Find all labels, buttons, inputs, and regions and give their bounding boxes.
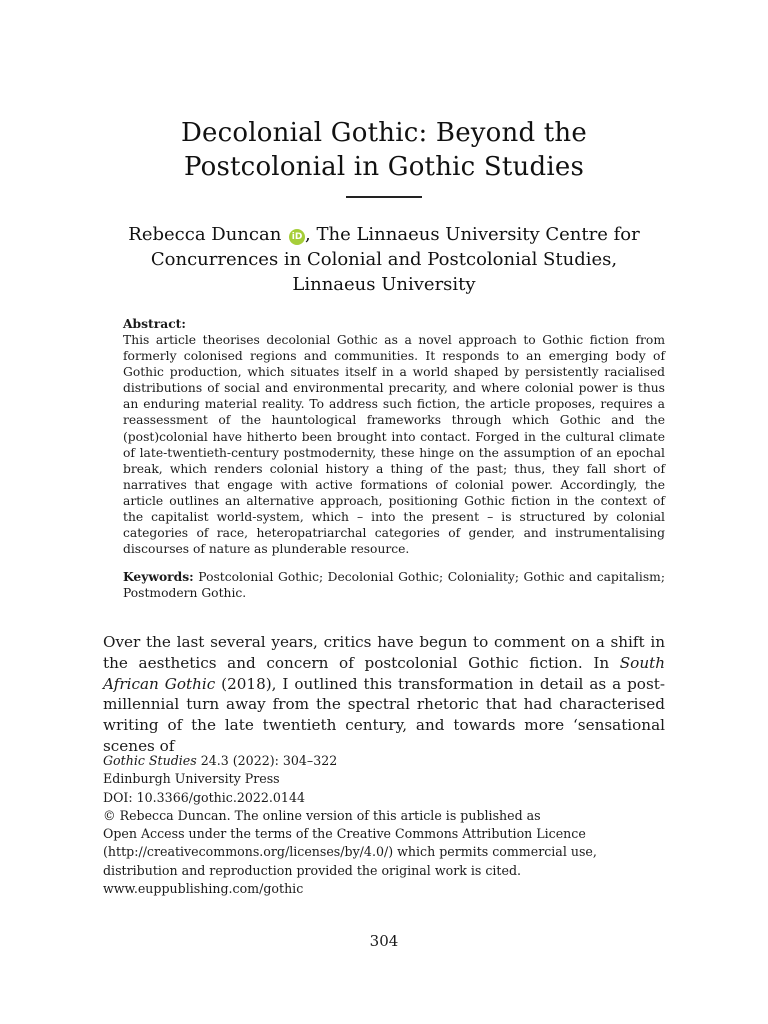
affiliation-part-2: Concurrences in Colonial and Postcolonial Studies, bbox=[150, 249, 618, 270]
keywords-text: Postcolonial Gothic; Decolonial Gothic; Coloniality; Gothic and capitalism; Postmodern Gothic. bbox=[123, 570, 665, 601]
abstract-text: This article theorises decolonial Gothic as a novel approach to Gothic fiction from formerly colonised regions and communities. It responds to an emerging body of Gothic production, which situates itself in a world shaped by persistently racialised distributions of social and environmental precarity, and where colonial power is thus an enduring material reality. To address such fiction, the article proposes, requires a reassessment of the hauntological frameworks through which Gothic and the (post)colonial have hitherto been brought into contact. Forged in the cultural climate of late-twentieth-century postmodernity, these hinge on the assumption of an epochal break, which renders colonial history a thing of the past; thus, they fall short of narratives that engage with active formations of colonial power. Accordingly, the article outlines an alternative approach, positioning Gothic fiction in the context of the capitalist world-system, which – into the present – is structured by colonial categories of race, heteropatriarchal categories of gender, and instrumentalising discourses of nature as plunderable resource. bbox=[123, 333, 665, 557]
journal-citation bbox=[103, 752, 683, 770]
affiliation-part-1: , The Linnaeus University Centre for bbox=[305, 224, 640, 245]
keywords-label: Keywords: bbox=[123, 569, 194, 585]
license-line-4: distribution and reproduction provided the original work is cited. bbox=[103, 862, 522, 878]
book-title: South African Gothic bbox=[103, 653, 665, 693]
author-name: Rebecca Duncan bbox=[128, 224, 282, 245]
body-text-part-1: Over the last several years, critics have begun to comment on a shift in the aesthetics and concern of postcolonial Gothic fiction. In bbox=[103, 633, 665, 672]
affiliation-part-3: Linnaeus University bbox=[292, 274, 476, 295]
abstract-section bbox=[123, 316, 665, 602]
body-text-part-2: (2018), I outlined this transformation in detail as a post-millennial turn away from the spectral rhetoric that had characterised writing of the late twentieth century, and towards more ‘sensational scenes of bbox=[103, 674, 665, 755]
doi[interactable]: DOI: 10.3366/gothic.2022.0144 bbox=[103, 789, 305, 805]
license-line-1: © Rebecca Duncan. The online version of this article is published as bbox=[103, 807, 541, 823]
journal-website[interactable]: www.euppublishing.com/gothic bbox=[103, 881, 304, 897]
publisher: Edinburgh University Press bbox=[103, 771, 280, 787]
journal-name: Gothic Studies bbox=[103, 753, 197, 768]
body-paragraph bbox=[103, 632, 665, 757]
license-line-2: Open Access under the terms of the Creative Commons Attribution Licence bbox=[103, 826, 586, 842]
article-title bbox=[60, 116, 708, 198]
page-number: 304 bbox=[369, 932, 399, 950]
title-divider bbox=[346, 196, 422, 198]
license-line-3[interactable]: (http://creativecommons.org/licenses/by/4.0/) which permits commercial use, bbox=[103, 844, 597, 860]
author-line-1 bbox=[60, 222, 708, 247]
orcid-icon[interactable]: iD bbox=[289, 229, 305, 245]
citation-details: 24.3 (2022): 304–322 bbox=[196, 753, 338, 768]
abstract-heading: Abstract: bbox=[123, 316, 186, 331]
publication-footer bbox=[103, 752, 683, 898]
keywords bbox=[123, 569, 665, 601]
author-affiliation bbox=[60, 222, 708, 297]
title-line-2: Postcolonial in Gothic Studies bbox=[184, 152, 584, 182]
title-line-1: Decolonial Gothic: Beyond the bbox=[181, 118, 587, 148]
